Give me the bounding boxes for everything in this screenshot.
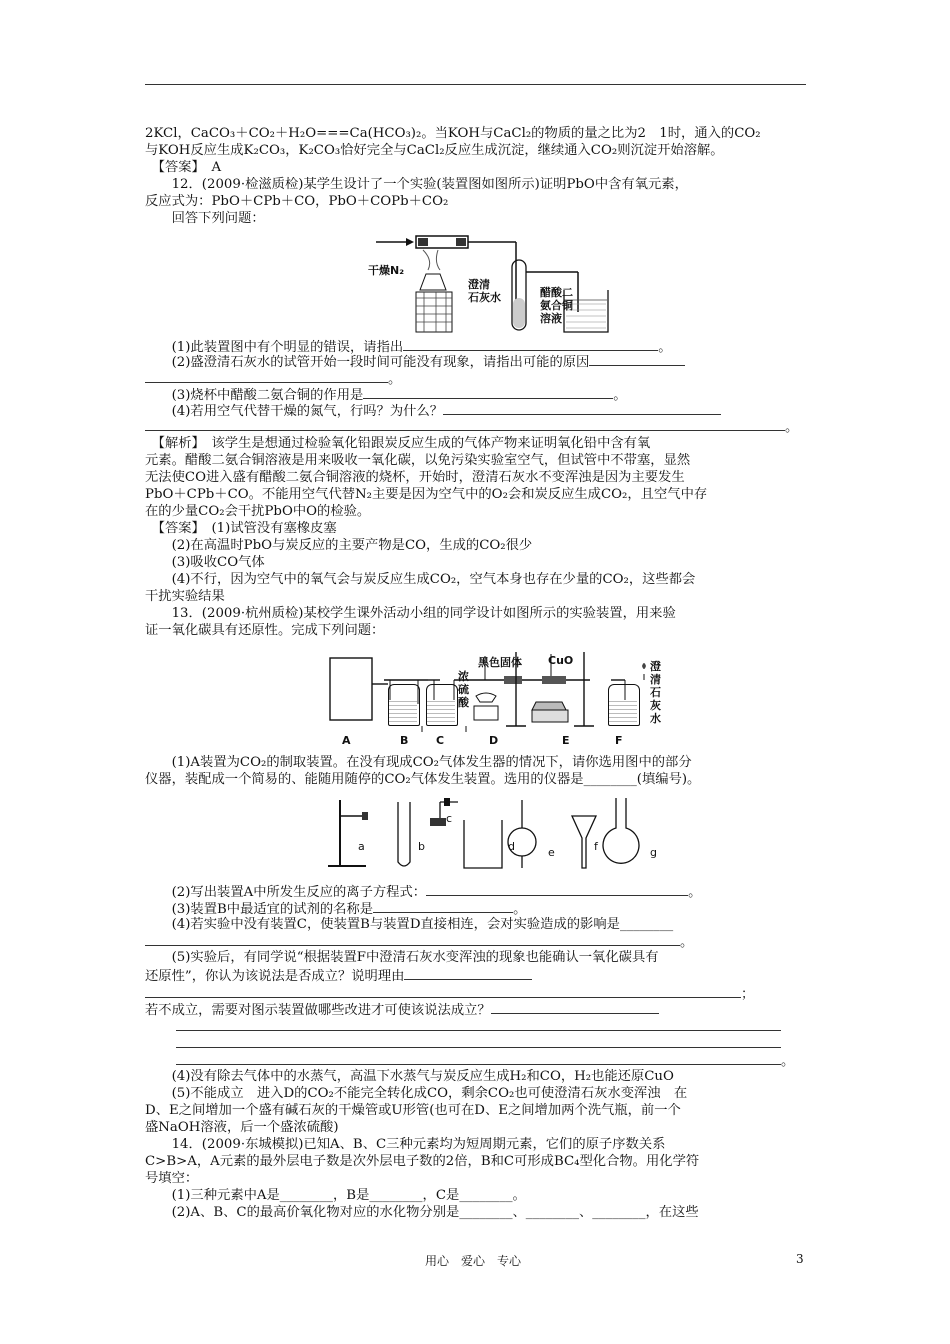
question-14-1: (1)三种元素中A是________，B是________，C是________。: [145, 1188, 526, 1203]
fig2-letter-c: C: [436, 734, 445, 747]
fig2-black-solid-label: 黑色固体: [478, 656, 522, 669]
text-line: 在的少量CO₂会干扰PbO中O的检验。: [145, 504, 371, 519]
question-12-2: (2)盛澄清石灰水的试管开始一段时间可能没有现象，请指出可能的原因: [145, 353, 685, 371]
question-12-1: (1)此装置图中有个明显的错误，请指出 。: [145, 340, 672, 355]
text-line: 回答下列问题：: [145, 211, 265, 226]
question-14-2: (2)A、B、C的最高价氧化物对应的水化物分别是________、________、________，在这些: [145, 1205, 699, 1220]
question-13-1: (1)A装置为CO₂的制取装置。在没有现成CO₂气体发生器的情况下，请你选用图中的部分: [145, 755, 692, 770]
question-13-3: (3)装置B中最适宜的试剂的名称是 。: [145, 902, 527, 917]
answer-label: 【答案】 (1)试管没有塞橡皮塞: [145, 521, 337, 536]
figure-instruments: [326, 796, 666, 870]
question-13: 13．(2009·杭州质检)某校学生课外活动小组的同学设计如图所示的实验装置，用来验: [145, 606, 676, 621]
question-13-4: (4)若实验中没有装置C，使装置B与装置D直接相连，会对实验造成的影响是________: [145, 917, 674, 932]
text-line: 盛NaOH溶液，后一个盛浓硫酸): [145, 1120, 339, 1135]
fig2-cuo-label: CuO: [548, 654, 574, 667]
text-line: 与KOH反应生成K₂CO₃，K₂CO₃恰好完全与CaCl₂反应生成沉淀，继续通入CO₂则沉淀开始溶解。: [145, 143, 724, 158]
liquid: [389, 700, 417, 722]
answer-blank: [176, 1035, 781, 1053]
fig2-letter-b: B: [400, 734, 409, 747]
text-line: PbO＋CPb＋CO。不能用空气代替N₂主要是因为空气中的O₂会和炭反应生成CO₂，且空气中存: [145, 487, 708, 502]
text-line: (2)在高温时PbO与炭反应的主要产物是CO，生成的CO₂很少: [145, 538, 533, 553]
text-line: 无法使CO进入盛有醋酸二氨合铜溶液的烧杯，开始时，澄清石灰水不变浑浊是因为主要发生: [145, 470, 685, 485]
liquid: [427, 700, 455, 722]
fig1-copper-label: 醋酸二 氨合铜 溶液: [540, 286, 573, 325]
fig3-letter-d: d: [508, 840, 515, 853]
answer-blank: 。: [176, 1052, 794, 1070]
page-number: 3: [796, 1252, 804, 1266]
text-line: 仪器，装配成一个简易的、能随用随停的CO₂气体发生装置。选用的仪器是________(填编号)。: [145, 772, 701, 787]
analysis-label: 【解析】 该学生是想通过检验氧化铅跟炭反应生成的气体产物来证明氧化铅中含有氧: [145, 436, 651, 451]
answer-label: 【答案】 A: [145, 160, 222, 175]
question-13-2: (2)写出装置A中所发生反应的离子方程式： 。: [145, 885, 702, 900]
fig3-letter-a: a: [358, 840, 365, 853]
liquid: [609, 700, 637, 722]
text-line: 2KCl，CaCO₃＋CO₂＋H₂O===Ca(HCO₃)₂。当KOH与CaCl₂的物质的量之比为2 1时，通入的CO₂: [145, 126, 761, 141]
question-14: 14．(2009·东城模拟)已知A、B、C三种元素均为短周期元素，它们的原子序数关系: [145, 1137, 666, 1152]
question-12: 12．(2009·检滋质检)某学生设计了一个实验(装置图如图所示)证明PbO中含有氧元素，: [145, 177, 688, 192]
answer-blank: 。: [145, 418, 798, 436]
answer-13-5: (5)不能成立 进入D的CO₂不能完全转化成CO，剩余CO₂也可使澄清石灰水变浑浊 在: [145, 1086, 688, 1101]
footer-motto: 用心 爱心 专心: [425, 1254, 522, 1268]
fig1-n2-label: 干燥N₂: [368, 264, 405, 277]
text-line: 若不成立，需要对图示装置做哪些改进才可使该说法成立？: [145, 1001, 659, 1019]
fig3-letter-b: b: [418, 840, 425, 853]
fig2-letter-e: E: [562, 734, 570, 747]
fig3-letter-f: f: [594, 840, 598, 853]
text-line: 证一氧化碳具有还原性。完成下列问题：: [145, 623, 385, 638]
text-line: 号填空：: [145, 1171, 199, 1186]
answer-blank: ；: [145, 985, 754, 1003]
fig3-letter-g: g: [650, 846, 657, 859]
fig2-acid-label: 浓 硫 酸: [458, 670, 469, 709]
fig2-letter-d: D: [489, 734, 499, 747]
answer-13-4: (4)没有除去气体中的水蒸气，高温下水蒸气与炭反应生成H₂和CO，H₂也能还原CuO: [145, 1069, 674, 1084]
text-line: 元素。醋酸二氨合铜溶液是用来吸收一氧化碳，以免污染实验室空气，但试管中不带塞，显然: [145, 453, 691, 468]
text-line: (3)吸收CO气体: [145, 555, 265, 570]
text-line: 反应式为：PbO＋CPb＋CO，PbO＋COPb＋CO₂: [145, 194, 449, 209]
fig1-limewater-label: 澄清 石灰水: [468, 278, 501, 304]
header-rule: [145, 84, 806, 85]
fig2-limewater-label: 澄 清 石 灰 水: [650, 660, 661, 725]
question-12-3: (3)烧杯中醋酸二氨合铜的作用是 。: [145, 388, 627, 403]
text-line: D、E之间增加一个盛有碱石灰的干燥管或U形管(也可在D、E之间增加两个洗气瓶，前一个: [145, 1103, 681, 1118]
text-line: 干扰实验结果: [145, 589, 225, 604]
question-12-4: (4)若用空气代替干燥的氮气，行吗？为什么？: [145, 402, 721, 420]
question-13-5: (5)实验后，有同学说“根据装置F中澄清石灰水变浑浊的现象也能确认一氧化碳具有: [145, 950, 659, 965]
fig3-letter-c: c: [446, 812, 453, 825]
answer-blank: 。: [145, 933, 693, 951]
fig2-letter-f: F: [615, 734, 623, 747]
answer-blank: [176, 1018, 781, 1036]
text-line: 还原性”，你认为该说法是否成立？说明理由: [145, 967, 532, 985]
answer-blank: 。: [145, 370, 401, 388]
text-line: (4)不行，因为空气中的氧气会与炭反应生成CO₂，空气本身也存在少量的CO₂，这些都会: [145, 572, 696, 587]
fig2-letter-a: A: [342, 734, 351, 747]
fig3-letter-e: e: [548, 846, 555, 859]
text-line: C>B>A，A元素的最外层电子数是次外层电子数的2倍，B和C可形成BC₄型化合物。用化学符: [145, 1154, 700, 1169]
